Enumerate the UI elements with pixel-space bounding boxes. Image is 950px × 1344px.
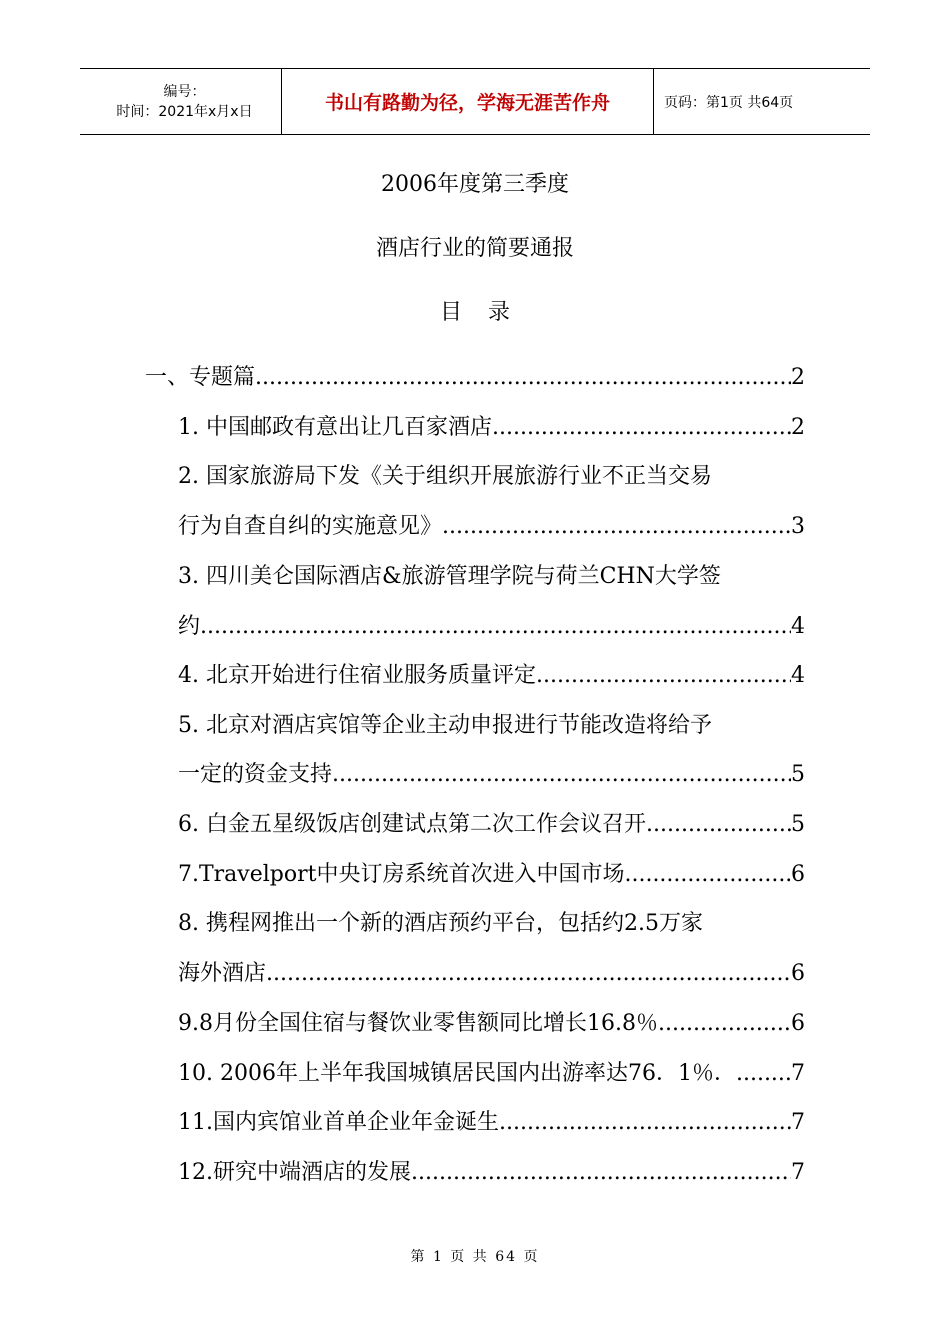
toc-leader (499, 1103, 791, 1143)
toc-leader (200, 607, 791, 647)
toc-item-5-cont[interactable] (178, 755, 805, 795)
header-motto: 书山有路勤为径，学海无涯苦作舟 (281, 69, 654, 134)
page-header (80, 68, 870, 135)
header-page-info: 页码：第1页 共64页 (664, 94, 794, 111)
toc-item-2-cont[interactable] (178, 507, 805, 547)
toc-item-3[interactable] (178, 557, 805, 597)
toc-leader (736, 1054, 791, 1094)
toc-leader (266, 954, 791, 994)
report-title-line2: 酒店行业的简要通报 (375, 236, 574, 261)
toc-item-page: 5 (791, 812, 805, 837)
toc-item-text: 7.Travelport中央订房系统首次进入中国市场 (178, 862, 625, 887)
toc-item-1[interactable] (178, 408, 805, 448)
toc-item-page: 6 (791, 1011, 805, 1036)
toc-item-text: 5. 北京对酒店宾馆等企业主动申报进行节能改造将给予 (178, 713, 712, 738)
toc-item-8-cont[interactable] (178, 954, 805, 994)
toc-item-text: 11.国内宾馆业首单企业年金诞生 (178, 1110, 499, 1135)
toc-item-text: 6. 白金五星级饭店创建试点第二次工作会议召开 (178, 812, 646, 837)
toc-leader (411, 1153, 791, 1193)
toc-leader (442, 507, 791, 547)
toc-item-2[interactable] (178, 457, 805, 497)
toc-item-text-cont: 一定的资金支持 (178, 762, 333, 787)
toc-item-11[interactable] (178, 1103, 805, 1143)
toc-item-page: 6 (791, 862, 805, 887)
toc-item-text-cont: 行为自查自纠的实施意见》 (178, 514, 443, 539)
toc-item-4[interactable] (178, 656, 805, 696)
report-title-line1: 2006年度第三季度 (381, 172, 569, 197)
toc-leader (255, 358, 791, 398)
toc-item-text: 2. 国家旅游局下发《关于组织开展旅游行业不正当交易 (178, 464, 712, 489)
toc-item-3-cont[interactable] (178, 607, 805, 647)
toc-item-page: 5 (791, 762, 805, 787)
toc-item-page: 3 (791, 514, 805, 539)
toc-section-1[interactable] (145, 358, 805, 398)
toc-heading: 目录 (439, 300, 536, 325)
toc-item-page: 4 (791, 614, 805, 639)
toc-leader (658, 1004, 791, 1044)
toc-item-text-cont: 海外酒店 (178, 961, 267, 986)
toc-item-6[interactable] (178, 805, 805, 845)
toc-item-page: 7 (791, 1061, 805, 1086)
toc-item-page: 6 (791, 961, 805, 986)
toc-item-text: 12.研究中端酒店的发展 (178, 1160, 411, 1185)
toc-item-text: 8. 携程网推出一个新的酒店预约平台，包括约2.5万家 (178, 911, 703, 936)
toc-item-text-cont: 约 (178, 614, 201, 639)
toc-item-9[interactable] (178, 1004, 805, 1044)
toc-item-text: 9.8月份全国住宿与餐饮业零售额同比增长16.8％ (178, 1011, 658, 1036)
toc-item-text: 1. 中国邮政有意出让几百家酒店 (178, 415, 492, 440)
header-time-label: 时间：2021年x月x日 (116, 103, 253, 120)
header-meta (80, 69, 281, 134)
toc-item-10[interactable] (178, 1054, 805, 1094)
toc-item-text: 3. 四川美仑国际酒店&旅游管理学院与荷兰CHN大学签 (178, 564, 721, 589)
toc-item-12[interactable] (178, 1153, 805, 1193)
toc-leader (332, 755, 791, 795)
toc-section-1-text: 一、专题篇 (145, 365, 256, 390)
toc-item-page: 7 (791, 1160, 805, 1185)
toc-leader (624, 855, 791, 895)
toc-item-text: 10. 2006年上半年我国城镇居民国内出游率达76．1％． (178, 1061, 736, 1086)
toc-section-1-page: 2 (791, 365, 805, 390)
header-number-label: 编号： (163, 83, 206, 100)
toc-leader (536, 656, 791, 696)
toc-item-8[interactable] (178, 904, 805, 944)
toc-item-page: 2 (791, 415, 805, 440)
toc-item-7[interactable] (178, 855, 805, 895)
toc-item-text: 4. 北京开始进行住宿业服务质量评定 (178, 663, 536, 688)
toc-leader (646, 805, 791, 845)
page-footer: 第 1 页 共 64 页 (410, 1249, 540, 1265)
toc-item-page: 4 (791, 663, 805, 688)
toc-leader (492, 408, 791, 448)
toc-item-page: 7 (791, 1110, 805, 1135)
toc-item-5[interactable] (178, 706, 805, 746)
